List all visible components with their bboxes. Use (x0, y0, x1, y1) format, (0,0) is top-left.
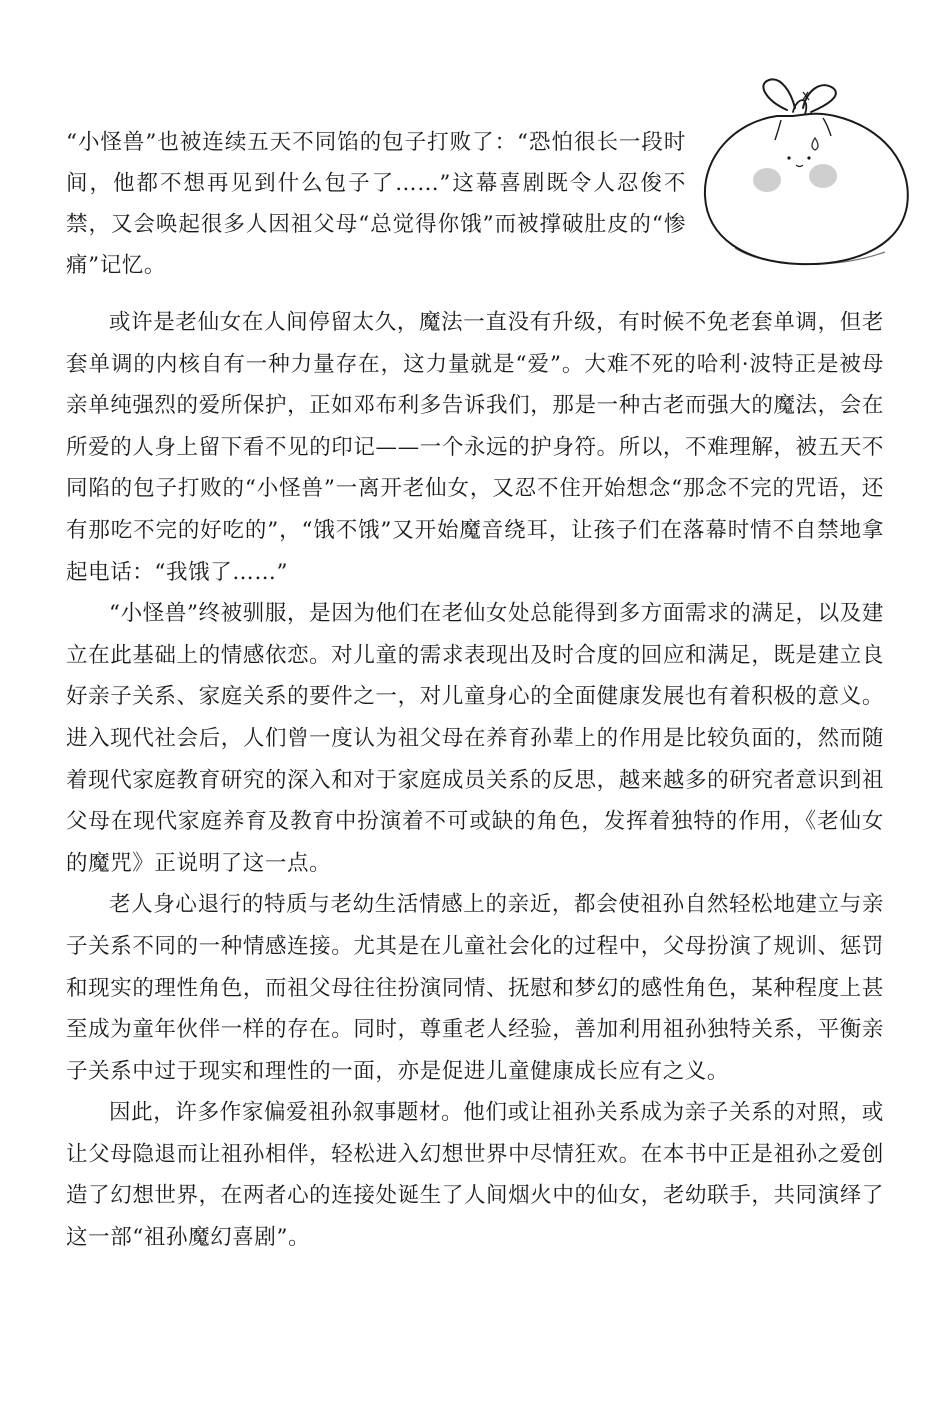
steamed-bun-illustration-icon (695, 70, 915, 285)
paragraph-1: 或许是老仙女在人间停留太久，魔法一直没有升级，有时候不免老套单调，但老套单调的内核自有一种力量存在，这力量就是“爱”。大难不死的哈利·波特正是被母亲单纯强烈的爱所保护，正如邓布利多告诉我们，那是一种古老而强大的魔法，会在所爱的人身上留下看不见的印记——一个永远的护身符。所以，不难理解，被五天不同陷的包子打败的“小怪兽”一离开老仙女，又忍不住开始想念“那念不完的咒语，还有那吃不完的好吃的”，“饿不饿”又开始魔音绕耳，让孩子们在落幕时情不自禁地拿起电话：“我饿了……” (66, 310, 884, 585)
bun-blush-right (809, 164, 837, 188)
bun-body (705, 114, 908, 264)
intro-paragraph: “小怪兽”也被连续五天不同馅的包子打败了：“恐怕很长一段时间，他都不想再见到什么包子了……”这幕喜剧既令人忍俊不禁，又会唤起很多人因祖父母“总觉得你饿”而被撑破肚皮的“惨痛”记忆。 (66, 130, 686, 278)
bun-knot-left (763, 79, 795, 110)
bun-knot-center (793, 100, 806, 114)
bun-eye-right (807, 156, 810, 159)
paragraph-2: “小怪兽”终被驯服，是因为他们在老仙女处总能得到多方面需求的满足，以及建立在此基础上的情感依恋。对儿童的需求表现出及时合度的回应和满足，既是建立良好亲子关系、家庭关系的要件之一，对儿童身心的全面健康发展也有着积极的意义。进入现代社会后，人们曾一度认为祖父母在养育孙辈上的作用是比较负面的，然而随着现代家庭教育研究的深入和对于家庭成员关系的反思，越来越多的研究者意识到祖父母在现代家庭养育及教育中扮演着不可或缺的角色，发挥着独特的作用，《老仙女的魔咒》正说明了这一点。 (66, 601, 884, 876)
body-text (66, 302, 884, 1259)
paragraph-4: 因此，许多作家偏爱祖孙叙事题材。他们或让祖孙关系成为亲子关系的对照，或让父母隐退而让祖孙相伴，轻松进入幻想世界中尽情狂欢。在本书中正是祖孙之爱创造了幻想世界，在两者心的连接处诞生了人间烟火中的仙女，老幼联手，共同演绎了这一部“祖孙魔幻喜剧”。 (66, 1100, 884, 1251)
bun-blush-left (753, 168, 781, 192)
bun-eye-left (787, 156, 790, 159)
paragraph-3: 老人身心退行的特质与老幼生活情感上的亲近，都会使祖孙自然轻松地建立与亲子关系不同的一种情感连接。尤其是在儿童社会化的过程中，父母扮演了规训、惩罚和现实的理性角色，而祖父母往往扮演同情、抚慰和梦幻的感性角色，某种程度上甚至成为童年伙伴一样的存在。同时，尊重老人经验，善加利用祖孙独特关系，平衡亲子关系中过于现实和理性的一面，亦是促进儿童健康成长应有之义。 (66, 892, 884, 1084)
